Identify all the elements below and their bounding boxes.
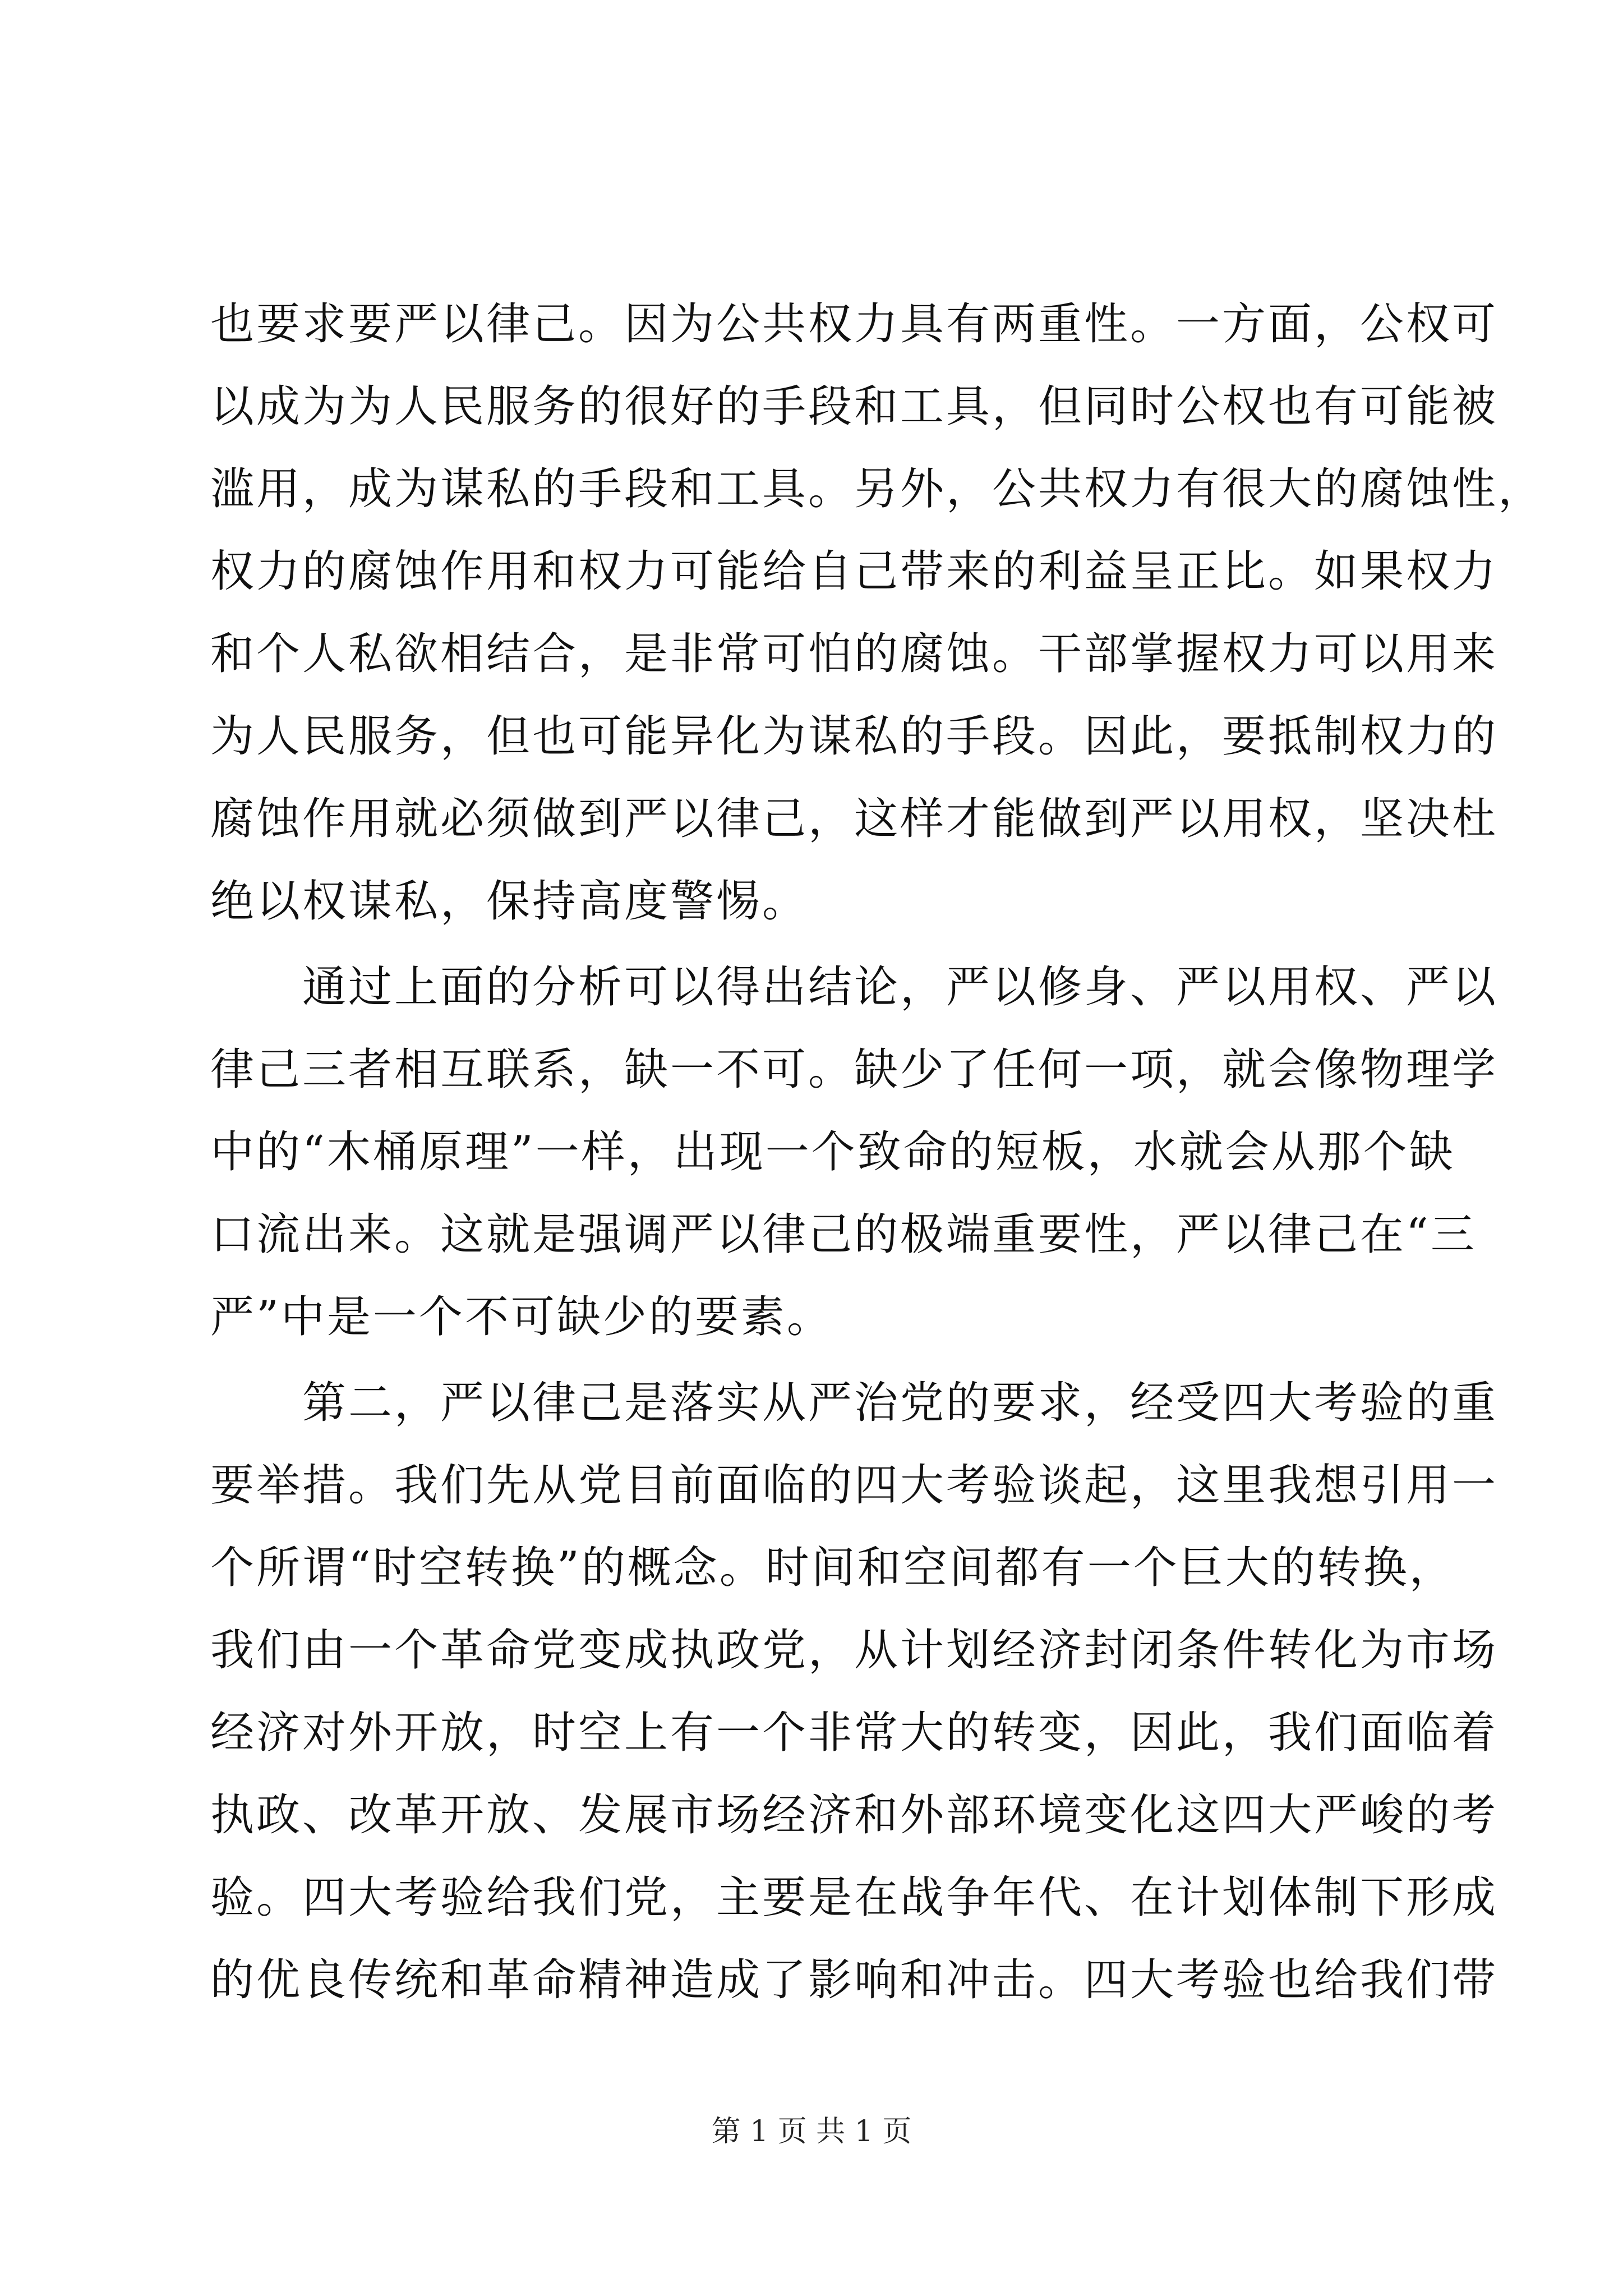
text-line: 的优良传统和革命精神造成了影响和冲击。四大考验也给我们带: [210, 1955, 1498, 2005]
text-line: 腐蚀作用就必须做到严以律己，这样才能做到严以用权，坚决杜: [210, 794, 1498, 844]
text-line: 也要求要严以律己。因为公共权力具有两重性。一方面，公权可: [210, 299, 1498, 349]
text-line: 口流出来。这就是强调严以律己的极端重要性，严以律己在“三: [210, 1209, 1477, 1260]
text-line: 第二，严以律己是落实从严治党的要求，经受四大考验的重: [210, 1378, 1498, 1428]
text-line: 滥用，成为谋私的手段和工具。另外，公共权力有很大的腐蚀性，: [210, 464, 1544, 514]
text-line: 绝以权谋私，保持高度警惕。: [210, 876, 809, 927]
text-line: 经济对外开放，时空上有一个非常大的转变，因此，我们面临着: [210, 1708, 1498, 1758]
text-line: 中的“木桶原理”一样，出现一个致命的短板，水就会从那个缺: [210, 1127, 1455, 1177]
text-line: 律己三者相互联系，缺一不可。缺少了任何一项，就会像物理学: [210, 1045, 1498, 1095]
text-line: 以成为为人民服务的很好的手段和工具，但同时公权也有可能被: [210, 381, 1498, 432]
text-line: 验。四大考验给我们党，主要是在战争年代、在计划体制下形成: [210, 1872, 1498, 1923]
text-line: 和个人私欲相结合，是非常可怕的腐蚀。干部掌握权力可以用来: [210, 629, 1498, 679]
text-line: 执政、改革开放、发展市场经济和外部环境变化这四大严峻的考: [210, 1790, 1498, 1841]
text-line: 要举措。我们先从党目前面临的四大考验谈起，这里我想引用一: [210, 1460, 1498, 1511]
paragraph: [210, 283, 1544, 943]
text-line: 我们由一个革命党变成执政党，从计划经济封闭条件转化为市场: [210, 1625, 1498, 1676]
text-line: 个所谓“时空转换”的概念。时间和空间都有一个巨大的转换，: [210, 1543, 1455, 1593]
text-line: 为人民服务，但也可能异化为谋私的手段。因此，要抵制权力的: [210, 711, 1498, 762]
text-line: 通过上面的分析可以得出结论，严以修身、严以用权、严以: [210, 962, 1498, 1013]
paragraph: [210, 946, 1498, 1359]
text-line: 严”中是一个不可缺少的要素。: [210, 1292, 833, 1342]
body-text: [210, 283, 1544, 2022]
paragraph: [210, 1362, 1498, 2022]
page-footer: 第 1 页 共 1 页: [711, 2115, 912, 2148]
text-line: 权力的腐蚀作用和权力可能给自己带来的利益呈正比。如果权力: [210, 546, 1498, 597]
